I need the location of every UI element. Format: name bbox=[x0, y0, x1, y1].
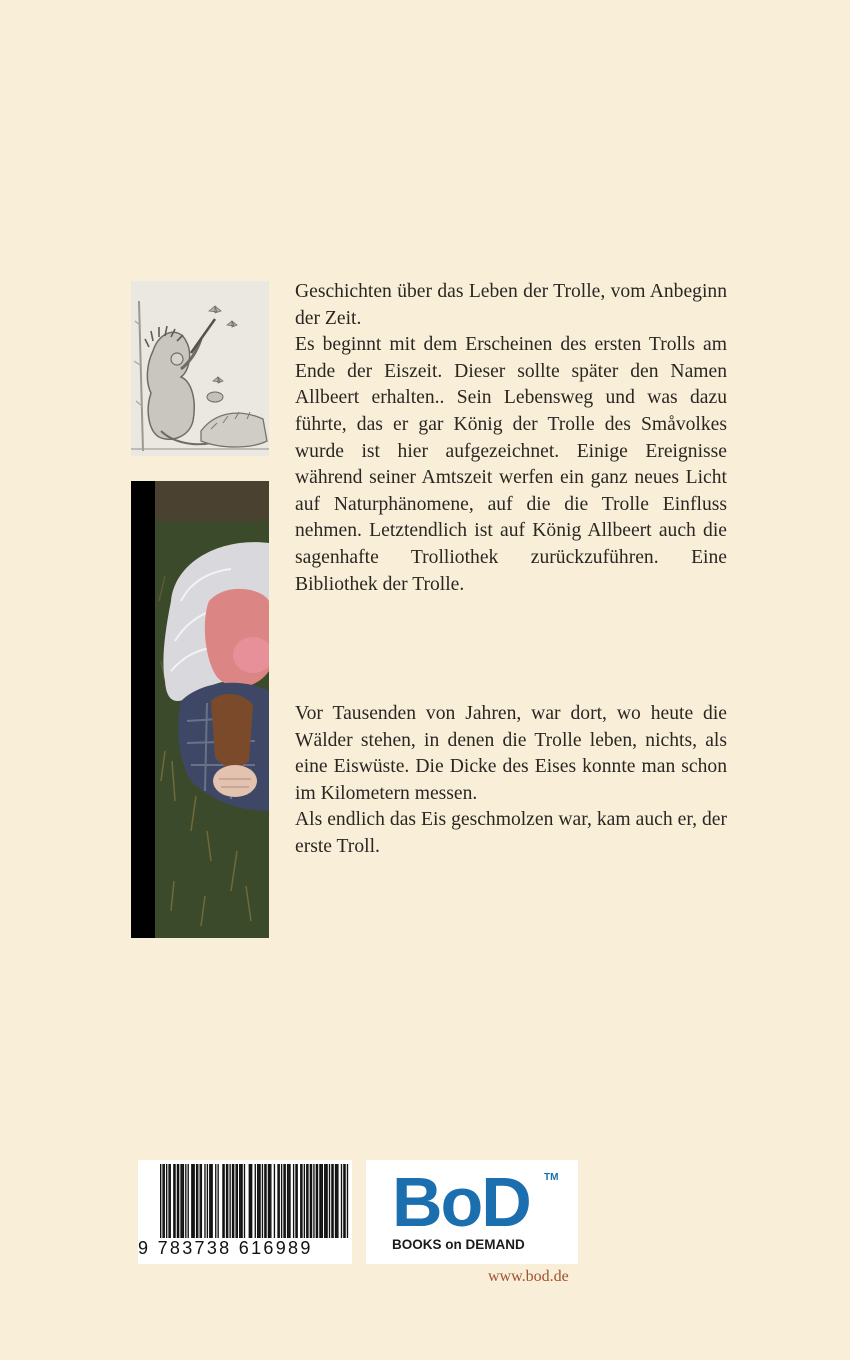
barcode-bar bbox=[191, 1164, 192, 1238]
barcode-bar bbox=[331, 1164, 332, 1238]
barcode-bar bbox=[289, 1164, 290, 1238]
barcode-bar bbox=[204, 1164, 205, 1238]
barcode-bar bbox=[344, 1164, 345, 1238]
barcode-bar bbox=[235, 1164, 236, 1238]
barcode-bar bbox=[183, 1164, 184, 1238]
publisher-logo bbox=[366, 1160, 578, 1264]
barcode-bar bbox=[316, 1164, 317, 1238]
barcode-bar bbox=[177, 1164, 178, 1238]
barcode-bar bbox=[174, 1164, 175, 1238]
barcode-bar bbox=[180, 1164, 181, 1238]
description-paragraph: Es beginnt mit dem Erscheinen des ersten Trolls am Ende der Eiszeit. Dieser sollte später den Namen Allbeert erhalten.. Sein Lebensweg und was dazu führte, das er gar König der Trolle des Småvolkes wurde ist hier aufgezeichnet. Einige Ereignisse während seiner Amtszeit werfen ein ganz neues Licht auf Naturphänomene, auf die die Trolle Einfluss nehmen. Letztendlich ist auf König Allbeert auch die sagenhafte Trolliothek zurückzuführen. Eine Bibliothek der Trolle. bbox=[295, 334, 727, 595]
trademark-mark: TM bbox=[544, 1172, 559, 1183]
barcode-bar bbox=[185, 1164, 186, 1238]
excerpt-paragraph: Als endlich das Eis geschmolzen war, kam auch er, der erste Troll. bbox=[295, 809, 727, 857]
barcode-bar bbox=[229, 1164, 230, 1238]
barcode-bar bbox=[233, 1164, 234, 1238]
barcode-bar bbox=[335, 1164, 336, 1238]
barcode-bar bbox=[317, 1164, 318, 1238]
barcode-bar bbox=[341, 1164, 342, 1238]
barcode-bar bbox=[337, 1164, 338, 1238]
book-description bbox=[295, 279, 727, 598]
description-paragraph: Geschichten über das Leben der Trolle, vom Anbeginn der Zeit. bbox=[295, 281, 727, 329]
barcode-bar bbox=[239, 1164, 240, 1238]
publisher-tagline: BOOKS on DEMAND bbox=[392, 1237, 525, 1252]
book-excerpt bbox=[295, 701, 727, 861]
barcode-bar bbox=[200, 1164, 201, 1238]
barcode-bar bbox=[320, 1164, 321, 1238]
barcode-bar bbox=[160, 1164, 161, 1238]
barcode-bar bbox=[217, 1164, 218, 1238]
barcode-bar bbox=[232, 1164, 233, 1238]
barcode-bar bbox=[293, 1164, 294, 1238]
barcode-bar bbox=[223, 1164, 224, 1238]
barcode-bar bbox=[277, 1164, 278, 1238]
barcode-bar bbox=[222, 1164, 223, 1238]
barcode-bar bbox=[307, 1164, 308, 1238]
barcode-bar bbox=[304, 1164, 305, 1238]
barcode-bar bbox=[164, 1164, 165, 1238]
barcode-bar bbox=[210, 1164, 211, 1238]
barcode-bar bbox=[325, 1164, 326, 1238]
barcode-bar bbox=[178, 1164, 179, 1238]
barcode-bar bbox=[166, 1164, 167, 1238]
barcode-bar bbox=[173, 1164, 174, 1238]
barcode-bar bbox=[313, 1164, 314, 1238]
barcode-bar bbox=[194, 1164, 195, 1238]
barcode-bar bbox=[301, 1164, 302, 1238]
barcode-bar bbox=[288, 1164, 289, 1238]
barcode-bar bbox=[324, 1164, 325, 1238]
barcode-bar bbox=[326, 1164, 327, 1238]
barcode-bar bbox=[215, 1164, 216, 1238]
barcode-bar bbox=[287, 1164, 288, 1238]
publisher-website-link[interactable]: www.bod.de bbox=[488, 1268, 569, 1285]
troll-sketch-image bbox=[131, 281, 269, 456]
troll-sketch-illustration-icon bbox=[131, 281, 269, 456]
barcode-bar bbox=[310, 1164, 311, 1238]
barcode-bar bbox=[258, 1164, 259, 1238]
barcode-bar bbox=[262, 1164, 263, 1238]
barcode-bar bbox=[244, 1164, 245, 1238]
barcode-bar bbox=[237, 1164, 238, 1238]
barcode-bar bbox=[269, 1164, 270, 1238]
barcode-bar bbox=[201, 1164, 202, 1238]
barcode-bar bbox=[319, 1164, 320, 1238]
barcode-bar bbox=[168, 1164, 169, 1238]
barcode-bar bbox=[192, 1164, 193, 1238]
barcode-bar bbox=[295, 1164, 296, 1238]
barcode-bar bbox=[255, 1164, 256, 1238]
barcode-bar bbox=[329, 1164, 330, 1238]
barcode-bar bbox=[240, 1164, 241, 1238]
barcode-bar bbox=[265, 1164, 266, 1238]
barcode-bar bbox=[285, 1164, 286, 1238]
troll-doll-photo-icon bbox=[131, 481, 269, 938]
barcode-bar bbox=[283, 1164, 284, 1238]
troll-photo-image bbox=[131, 481, 269, 938]
barcode-bar bbox=[196, 1164, 197, 1238]
barcode-bar bbox=[182, 1164, 183, 1238]
barcode-bar bbox=[332, 1164, 333, 1238]
barcode-bar bbox=[270, 1164, 271, 1238]
barcode-bar bbox=[311, 1164, 312, 1238]
barcode-bar bbox=[226, 1164, 227, 1238]
excerpt-paragraph: Vor Tausenden von Jahren, war dort, wo heute die Wälder stehen, in denen die Trolle leben, nichts, als eine Eiswüste. Die Dicke des Eises konnte man schon im Kilometern messen. bbox=[295, 703, 727, 804]
barcode-bar bbox=[207, 1164, 208, 1238]
barcode-bar bbox=[259, 1164, 260, 1238]
barcode-bar bbox=[279, 1164, 280, 1238]
barcode-bar bbox=[249, 1164, 250, 1238]
barcode-bar bbox=[300, 1164, 301, 1238]
barcode-bar bbox=[274, 1164, 275, 1238]
barcode-bar bbox=[188, 1164, 189, 1238]
barcode-bar bbox=[322, 1164, 323, 1238]
barcode-bar bbox=[336, 1164, 337, 1238]
barcode-bar bbox=[197, 1164, 198, 1238]
barcode-bar bbox=[343, 1164, 344, 1238]
barcode-bar bbox=[250, 1164, 251, 1238]
isbn-barcode bbox=[138, 1160, 352, 1264]
barcode-bar bbox=[251, 1164, 252, 1238]
barcode-bar bbox=[297, 1164, 298, 1238]
barcode-bar bbox=[281, 1164, 282, 1238]
barcode-bar bbox=[162, 1164, 163, 1238]
barcode-bar bbox=[209, 1164, 210, 1238]
barcode-bar bbox=[227, 1164, 228, 1238]
barcode-bar bbox=[347, 1164, 348, 1238]
isbn-digits: 9 783738 616989 bbox=[138, 1238, 313, 1258]
barcode-bar bbox=[268, 1164, 269, 1238]
bod-logo-text: BoD bbox=[392, 1163, 530, 1241]
barcode-bar bbox=[211, 1164, 212, 1238]
barcode-bar bbox=[257, 1164, 258, 1238]
barcode-bar bbox=[170, 1164, 171, 1238]
barcode-bar bbox=[241, 1164, 242, 1238]
barcode-bar bbox=[264, 1164, 265, 1238]
barcode-bar bbox=[306, 1164, 307, 1238]
